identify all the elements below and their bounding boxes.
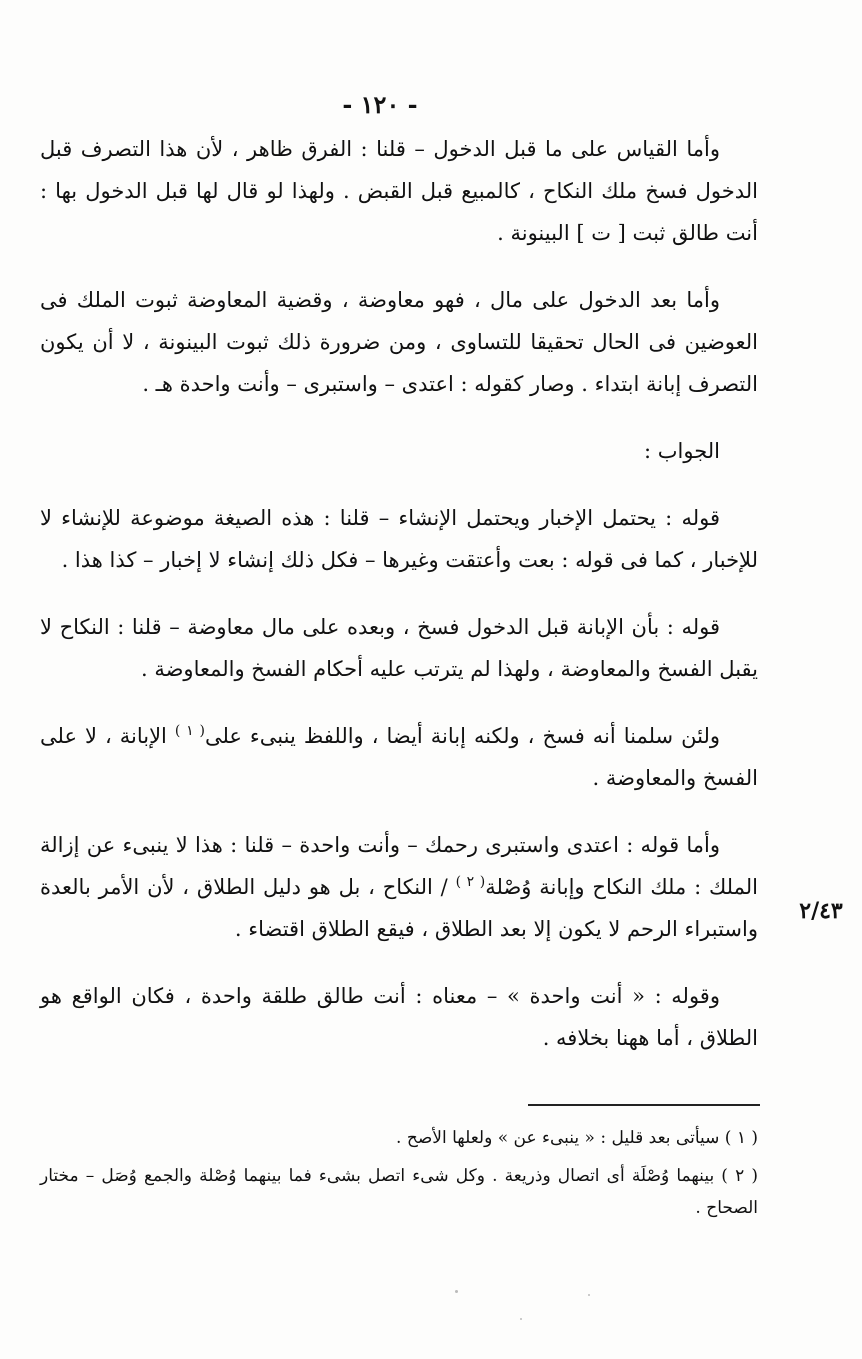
paragraph-iddah: [40, 824, 758, 950]
footnote-divider: [528, 1104, 760, 1106]
footnote-marker-1: ( ١ ): [174, 723, 205, 739]
paragraph-iddah-text-end: / النكاح ، بل هو دليل الطلاق ، لأن الأمر بالعدة واستبراء الرحم لا يكون إلا بعد الطلاق ، فيقع الطلاق اقتضاء .: [40, 875, 758, 941]
manuscript-folio-reference: ٢/٤٣: [799, 898, 843, 924]
footnote-marker-2: ( ٢ ): [455, 874, 486, 890]
paragraph-concession-text-start: ولئن سلمنا أنه فسخ ، ولكنه إبانة أيضا ، واللفظ ينبىء على: [204, 724, 720, 748]
footnote-1: ( ١ ) سيأتى بعد قليل : « ينبىء عن » ولعلها الأصح .: [396, 1128, 758, 1148]
page-number: - ١٢٠ -: [342, 90, 418, 119]
answer-heading: الجواب :: [644, 439, 720, 463]
paragraph-concession-text-end: الإبانة ، لا على الفسخ والمعاوضة .: [40, 724, 758, 790]
footnote-2: ( ٢ ) بينهما وُصْلَة أى اتصال وذريعة . وكل شىء اتصل بشىء فما بينهما وُصْلة والجمع وُصَل – مختار الصحاح .: [40, 1166, 758, 1218]
paragraph-ibana-faskh: قوله : بأن الإبانة قبل الدخول فسخ ، وبعده على مال معاوضة – قلنا : النكاح لا يقبل الفسخ والمعاوضة ، ولهذا لم يترتب عليه أحكام الفسخ والمعاوضة .: [40, 615, 758, 681]
paragraph-qiyas: وأما القياس على ما قبل الدخول – قلنا : الفرق ظاهر ، لأن هذا التصرف قبل الدخول فسخ ملك النكاح ، كالمبيع قبل القبض . ولهذا لو قال لها قبل الدخول بها : أنت طالق ثبت [ ت ] البينونة .: [40, 137, 758, 245]
footnotes: [40, 1122, 758, 1230]
paragraph-after-dukhul: وأما بعد الدخول على مال ، فهو معاوضة ، وقضية المعاوضة ثبوت الملك فى العوضين فى الحال تحقيقا للتساوى ، ومن ضرورة ذلك ثبوت البينونة ، لا أن يكون التصرف إبانة ابتداء . وصار كقوله : اعتدى – واستبرى – وأنت واحدة هـ .: [40, 288, 758, 396]
paragraph-iddah-text-start: وأما قوله : اعتدى واستبرى رحمك – وأنت واحدة – قلنا : هذا لا ينبىء عن إزالة الملك : ملك النكاح وإبانة وُصْلة: [40, 833, 758, 899]
paragraph-ikhbar-insha: قوله : يحتمل الإخبار ويحتمل الإنشاء – قلنا : هذه الصيغة موضوعة للإنشاء لا للإخبار ، كما فى قوله : بعت وأعتقت وغيرها – فكل ذلك إنشاء لا إخبار – كذا هذا .: [40, 506, 758, 572]
scan-speck: [455, 1290, 458, 1293]
scan-speck: [520, 1318, 522, 1320]
paragraph-wahida: وقوله : « أنت واحدة » – معناه : أنت طالق طلقة واحدة ، فكان الواقع هو الطلاق ، أما ههنا بخلافه .: [40, 984, 758, 1050]
paragraph-concession: [40, 715, 758, 799]
main-text: [40, 128, 758, 1084]
scan-speck: [588, 1294, 590, 1296]
